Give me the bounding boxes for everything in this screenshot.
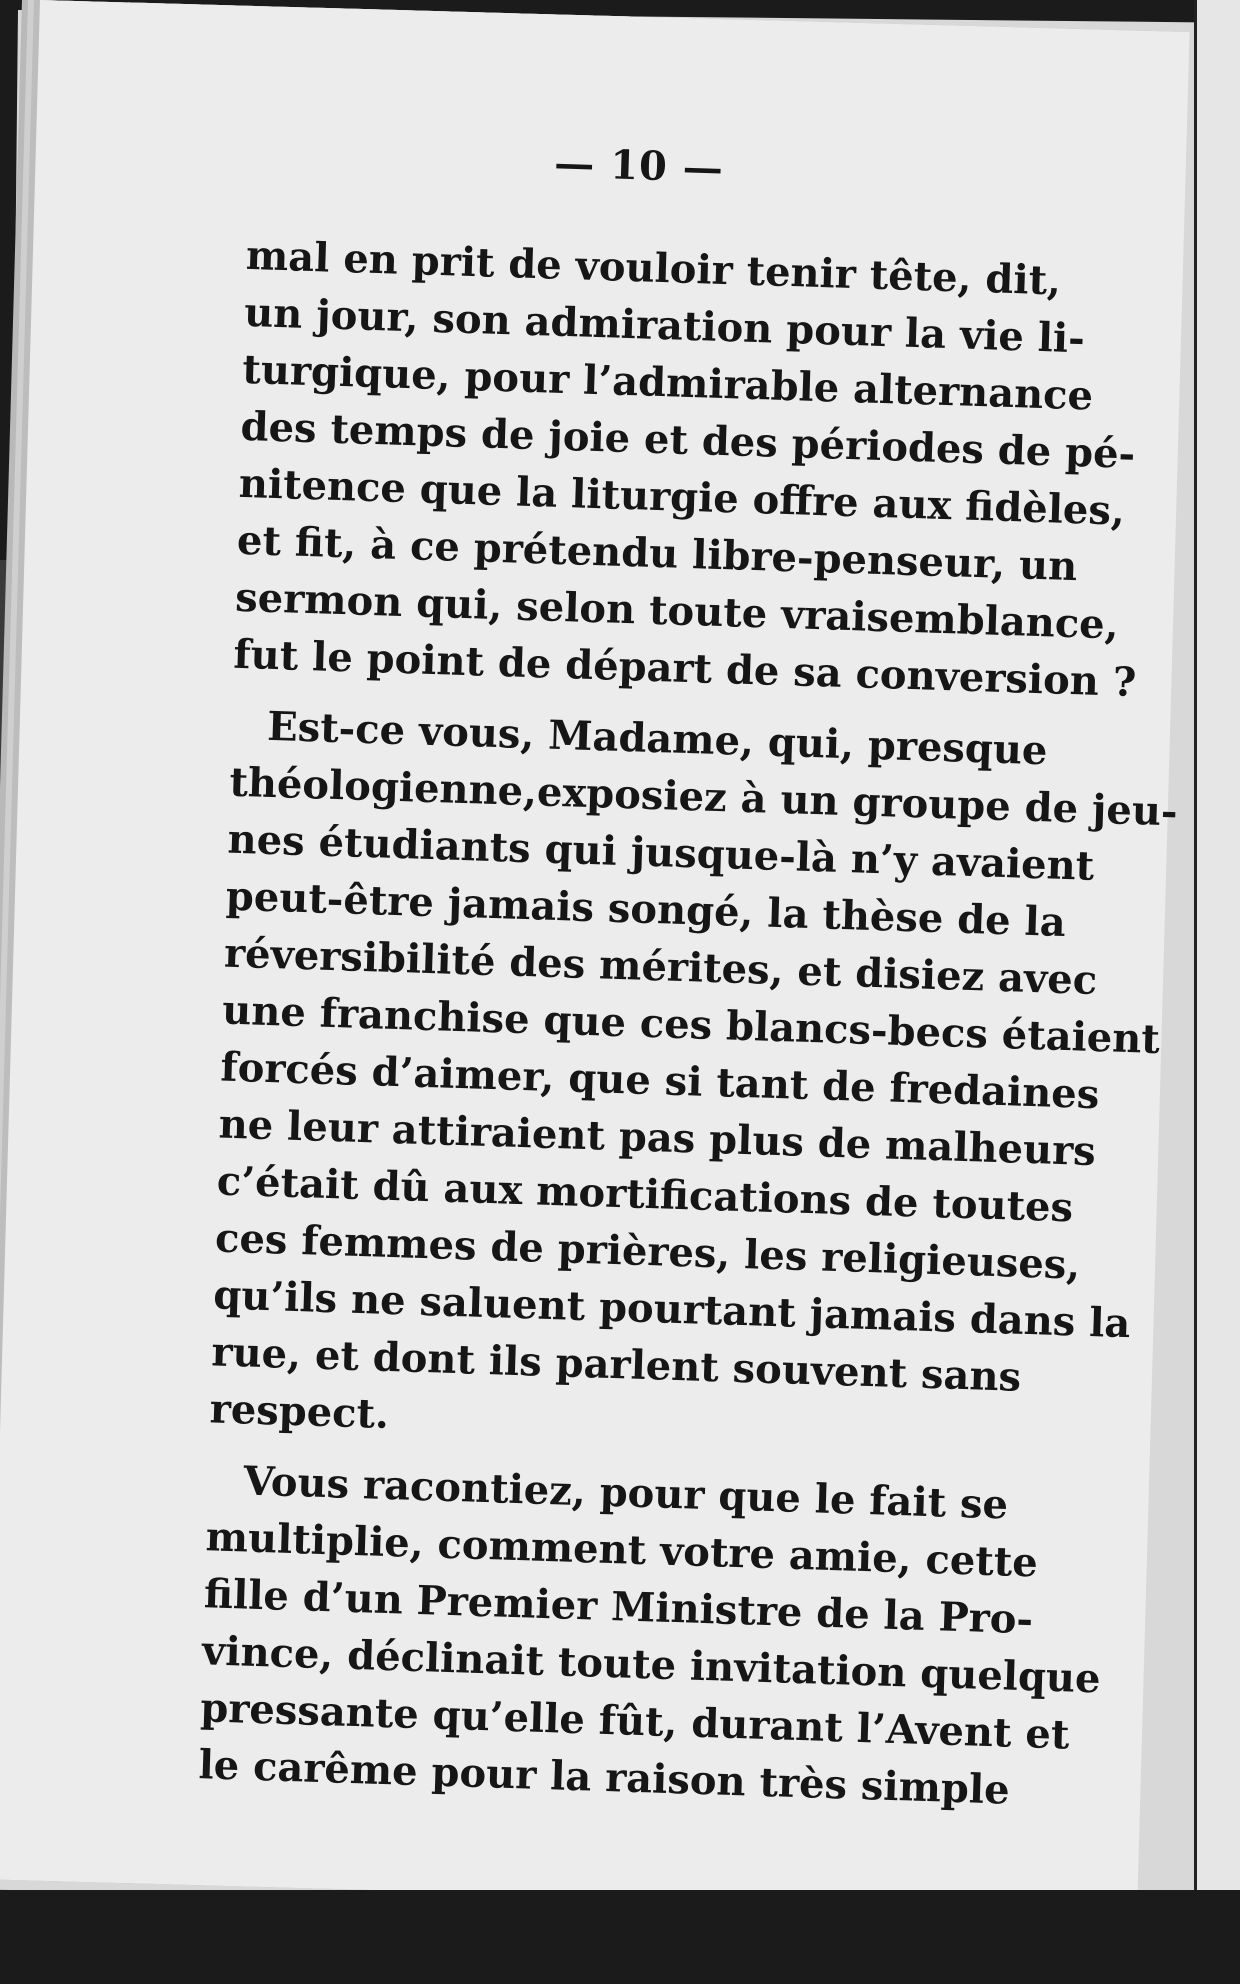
text-line: nes étudiants qui jusque-là n’y avaient <box>226 815 1095 890</box>
text-line: nitence que la liturgie offre aux fidèles, <box>238 459 1126 535</box>
text-line: turgique, pour l’admirable alternance <box>241 345 1094 420</box>
text-line: c’était dû aux mortifications de toutes <box>216 1157 1074 1232</box>
text-line: théologienne,exposiez à un groupe de jeu- <box>228 758 1179 836</box>
text-line: peut-être jamais songé, la thèse de la <box>225 872 1067 947</box>
text-line: Vous racontiez, pour que le fait se <box>242 1457 1009 1529</box>
paragraph-1 <box>232 227 1137 708</box>
text-line: fut le point de départ de sa conversion ? <box>232 630 1137 707</box>
text-line: un jour, son admiration pour la vie li- <box>243 288 1086 363</box>
text-line: une franchise que ces blancs-becs étaient <box>221 986 1161 1064</box>
text-line: le carême pour la raison très simple <box>197 1741 1011 1814</box>
text-line: fille d’un Premier Ministre de la Pro- <box>203 1570 1034 1644</box>
text-line: qu’ils ne saluent pourtant jamais dans la <box>212 1271 1132 1348</box>
paragraph-2 <box>209 697 1179 1463</box>
text-line: multiplie, comment votre amie, cette <box>205 1513 1039 1587</box>
text-line: pressante qu’elle fût, durant l’Avent et <box>199 1684 1071 1759</box>
text-line: sermon qui, selon toute vraisemblance, <box>234 573 1120 649</box>
paragraph-3 <box>197 1451 1102 1818</box>
text-line: et fit, à ce prétendu libre-penseur, un <box>236 516 1078 591</box>
text-line: mal en prit de vouloir tenir tête, dit, <box>245 231 1062 305</box>
text-line: réversibilité des mérites, et disiez avec <box>223 929 1098 1005</box>
page-number: — 10 — <box>553 139 725 192</box>
text-line: Est-ce vous, Madame, qui, presque <box>266 702 1049 775</box>
text-line: rue, et dont ils parlent souvent sans <box>210 1328 1022 1401</box>
text-line: forcés d’aimer, que si tant de fredaines <box>219 1043 1101 1119</box>
text-line: respect. <box>209 1385 390 1438</box>
page-text <box>197 130 1179 1818</box>
text-line: vince, déclinait toute invitation quelque <box>201 1627 1102 1703</box>
text-line: des temps de joie et des périodes de pé- <box>239 402 1136 478</box>
text-line: ne leur attiraient pas plus de malheurs <box>218 1100 1097 1176</box>
scan-bottom-band <box>0 1890 1240 1984</box>
facing-page-margin <box>1197 0 1240 1984</box>
text-line: ces femmes de prières, les religieuses, <box>214 1214 1081 1289</box>
